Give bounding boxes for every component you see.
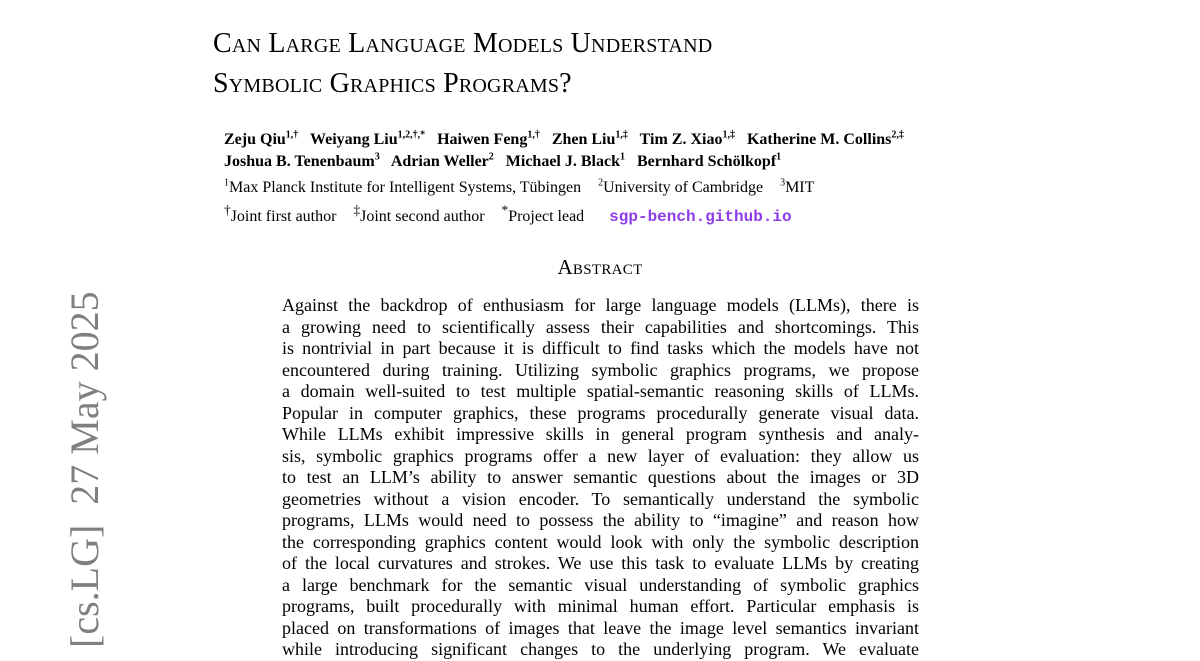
abstract-line: Popular in computer graphics, these programs procedurally generate visual data. bbox=[282, 402, 919, 423]
affiliation: $^3$MIT bbox=[780, 177, 815, 196]
abstract-line: to test an LLM’s ability to answer semantic questions about the images or 3D bbox=[282, 467, 919, 487]
author-note: ‡Joint second author bbox=[353, 203, 485, 226]
abstract-line: programs, LLMs would need to possess the ability to “imagine” and reason how bbox=[282, 510, 919, 530]
abstract-line: Against the backdrop of enthusiasm for large language models (LLMs), there is bbox=[282, 295, 919, 315]
author-row-1 bbox=[224, 129, 1084, 151]
abstract-line: sis, symbolic graphics programs offer a new layer of evaluation: they allow us bbox=[282, 445, 919, 466]
author-note: *Project lead bbox=[501, 203, 585, 226]
abstract-line: is nontrivial in part because it is difficult to find tasks which the models have not bbox=[282, 338, 919, 358]
affiliation: $^2$University of Cambridge bbox=[598, 177, 764, 196]
arxiv-stamp: [cs.LG] 27 May 2025 bbox=[62, 291, 107, 648]
author-list bbox=[224, 129, 1084, 173]
author: Zhen Liu$^{1,\ddagger}$ bbox=[551, 129, 628, 148]
affiliation-row bbox=[224, 176, 827, 199]
author-row-2 bbox=[224, 151, 1084, 173]
abstract-line: a large benchmark for the semantic visual understanding of symbolic graphics bbox=[282, 574, 919, 595]
abstract-line: of the local curvatures and strokes. We use this task to evaluate LLMs by creating bbox=[282, 553, 919, 573]
project-link[interactable]: sgp-bench.github.io bbox=[609, 208, 792, 227]
author: Zeju Qiu$^{1,\dagger}$ bbox=[224, 129, 299, 148]
abstract-body bbox=[282, 295, 919, 661]
abstract-line: the corresponding graphics content would look with only the symbolic description bbox=[282, 531, 919, 552]
author: Weiyang Liu$^{1,2,\dagger,*}$ bbox=[310, 129, 426, 148]
author: Michael J. Black$^1$ bbox=[505, 151, 625, 170]
abstract-line: a growing need to scientifically assess their capabilities and shortcomings. This bbox=[282, 316, 919, 337]
author: Katherine M. Collins$^{2,\ddagger}$ bbox=[746, 129, 904, 148]
author: Tim Z. Xiao$^{1,\ddagger}$ bbox=[639, 129, 735, 148]
abstract-line: geometries without a vision encoder. To semantically understand the symbolic bbox=[282, 488, 919, 509]
author: Bernhard Schölkopf$^1$ bbox=[637, 151, 782, 170]
abstract-line: a domain well-suited to test multiple spatial-semantic reasoning skills of LLMs. bbox=[282, 381, 919, 401]
title-line-2: Symbolic Graphics Programs? bbox=[213, 68, 572, 99]
paper-title bbox=[213, 24, 973, 104]
abstract-line: encountered during training. Utilizing symbolic graphics programs, we propose bbox=[282, 359, 919, 380]
affiliation: $^1$Max Planck Institute for Intelligent Systems, Tübingen bbox=[224, 177, 582, 196]
abstract-heading: Abstract bbox=[557, 255, 643, 279]
author: Haiwen Feng$^{1,\dagger}$ bbox=[437, 129, 540, 148]
abstract-line: programs, built procedurally with minimal human effort. Particular emphasis is bbox=[282, 596, 919, 616]
author-note: †Joint first author bbox=[224, 203, 337, 226]
affiliations-block bbox=[224, 176, 827, 229]
abstract-line: while introducing significant changes to the underlying program. We evaluate bbox=[282, 639, 919, 659]
author: Adrian Weller$^2$ bbox=[390, 151, 494, 170]
abstract-line: placed on transformations of images that leave the image level semantics invariant bbox=[282, 617, 919, 638]
title-line-1: Can Large Language Models Understand bbox=[213, 28, 713, 59]
abstract-line: While LLMs exhibit impressive skills in general program synthesis and analy- bbox=[282, 424, 919, 444]
notes-row bbox=[224, 199, 827, 229]
author: Joshua B. Tenenbaum$^3$ bbox=[224, 151, 380, 170]
